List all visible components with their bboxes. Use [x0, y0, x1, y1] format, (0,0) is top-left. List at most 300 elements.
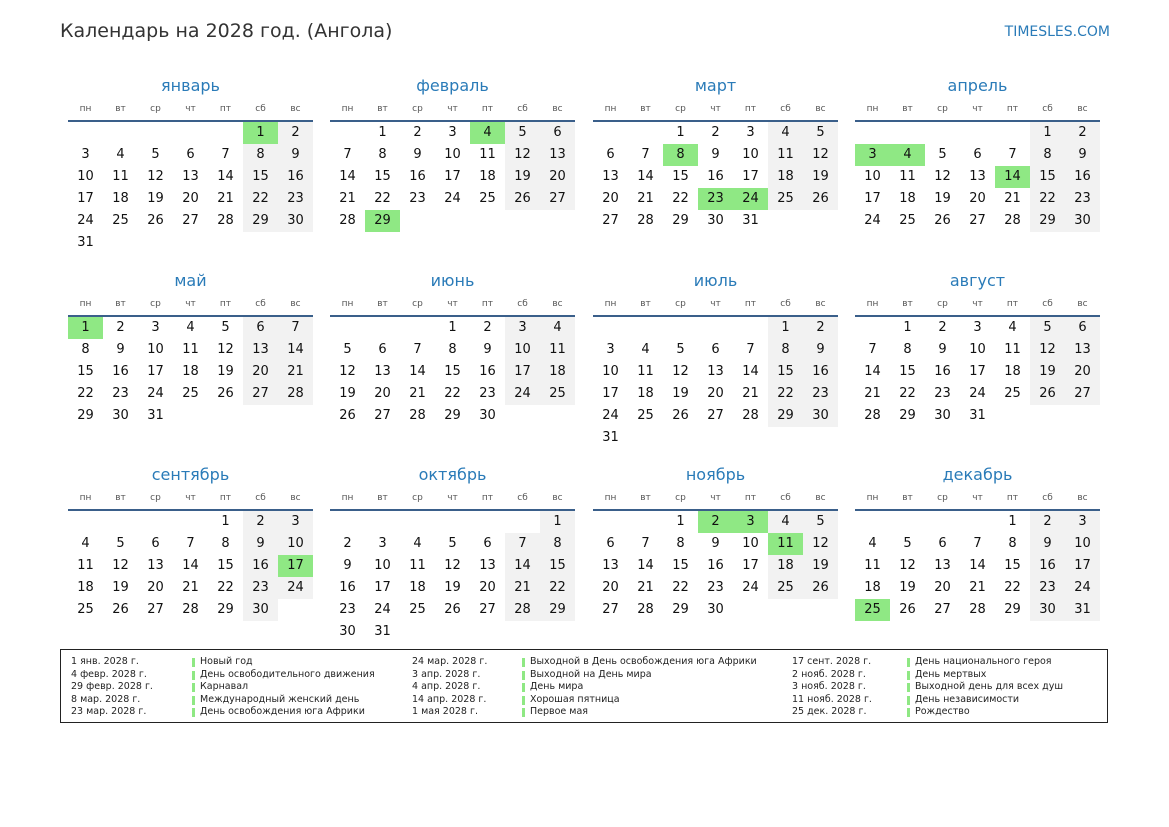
day-cell: 6	[186, 147, 195, 162]
day-cell: 7	[868, 342, 877, 357]
day-cell: 14	[637, 169, 654, 184]
day-cell: 3	[448, 125, 457, 140]
holiday-color-marker	[907, 696, 910, 705]
day-cell: 19	[339, 386, 356, 401]
day-cell: 25	[182, 386, 199, 401]
day-cell: 31	[742, 213, 759, 228]
empty-cell	[855, 122, 890, 144]
empty-cell	[593, 511, 628, 533]
day-cell: 4	[1008, 320, 1017, 335]
month-name: июль	[693, 271, 738, 290]
day-cell: 18	[77, 580, 94, 595]
day-cell: 17	[374, 580, 391, 595]
brand-link[interactable]: TIMESLES.COM	[1004, 24, 1110, 40]
holiday-day-cell: 4	[470, 122, 505, 144]
day-cell: 9	[278, 144, 313, 166]
day-cell: 1	[676, 125, 685, 140]
day-cell: 15	[672, 558, 689, 573]
day-cell: 14	[742, 364, 759, 379]
day-cell: 2	[938, 320, 947, 335]
day-cell: 16	[243, 555, 278, 577]
day-cell: 9	[483, 342, 492, 357]
weekday-label: сб	[780, 493, 791, 503]
day-cell: 2	[243, 511, 278, 533]
weekday-label: пн	[341, 104, 354, 114]
weekday-label: сб	[517, 104, 528, 114]
day-cell: 26	[672, 408, 689, 423]
day-cell: 4	[116, 147, 125, 162]
legend-holiday-name: День освободительного движения	[200, 668, 375, 680]
day-cell: 6	[606, 536, 615, 551]
day-cell: 4	[186, 320, 195, 335]
day-cell: 15	[374, 169, 391, 184]
day-cell: 31	[969, 408, 986, 423]
weekday-label: сб	[780, 299, 791, 309]
day-cell: 15	[1004, 558, 1021, 573]
weekday-label: сб	[255, 493, 266, 503]
day-cell: 10	[505, 339, 540, 361]
weekday-label: вс	[552, 104, 563, 114]
holiday-color-marker	[907, 683, 910, 692]
day-cell: 2	[483, 320, 492, 335]
holiday-day-cell: 11	[768, 533, 803, 555]
day-cell: 18	[409, 580, 426, 595]
day-cell: 1	[676, 514, 685, 529]
day-cell: 19	[147, 191, 164, 206]
day-cell: 13	[182, 169, 199, 184]
legend-date: 17 сент. 2028 г.	[792, 656, 872, 667]
weekday-label: чт	[185, 493, 196, 503]
day-cell: 6	[973, 147, 982, 162]
day-cell: 26	[147, 213, 164, 228]
day-cell: 1	[903, 320, 912, 335]
holiday-color-marker	[907, 671, 910, 680]
day-cell: 24	[602, 408, 619, 423]
weekday-label: пн	[79, 104, 92, 114]
month-name: декабрь	[942, 465, 1013, 484]
day-cell: 23	[278, 188, 313, 210]
weekday-label: вт	[377, 299, 388, 309]
day-cell: 28	[1004, 213, 1021, 228]
day-cell: 19	[217, 364, 234, 379]
day-cell: 22	[77, 386, 94, 401]
holiday-day-cell: 17	[278, 555, 313, 577]
day-cell: 29	[1004, 602, 1021, 617]
weekday-header	[330, 488, 575, 511]
day-cell: 28	[339, 213, 356, 228]
weekday-label: пт	[219, 299, 232, 309]
weekday-label: ср	[150, 104, 161, 114]
day-cell: 4	[868, 536, 877, 551]
day-cell: 13	[969, 169, 986, 184]
day-cell: 16	[707, 169, 724, 184]
weekday-header	[330, 99, 575, 122]
day-cell: 5	[343, 342, 352, 357]
day-cell: 23	[479, 386, 496, 401]
day-cell: 28	[409, 408, 426, 423]
day-cell: 7	[343, 147, 352, 162]
days-grid	[330, 317, 575, 427]
day-cell: 1	[221, 514, 230, 529]
day-cell: 13	[707, 364, 724, 379]
day-cell: 29	[217, 602, 234, 617]
day-cell: 26	[1030, 383, 1065, 405]
day-cell: 26	[803, 577, 838, 599]
empty-cell	[628, 511, 663, 533]
day-cell: 5	[221, 320, 230, 335]
day-cell: 9	[711, 147, 720, 162]
days-grid	[330, 511, 575, 643]
weekday-label: пт	[481, 493, 494, 503]
day-cell: 2	[803, 317, 838, 339]
holiday-day-cell: 24	[733, 188, 768, 210]
day-cell: 20	[934, 580, 951, 595]
day-cell: 16	[803, 361, 838, 383]
month-name: ноябрь	[685, 465, 746, 484]
legend-date: 11 нояб. 2028 г.	[792, 693, 872, 705]
day-cell: 25	[1004, 386, 1021, 401]
day-cell: 4	[768, 511, 803, 533]
weekday-label: ср	[675, 104, 686, 114]
day-cell: 26	[899, 602, 916, 617]
day-cell: 25	[112, 213, 129, 228]
weekday-label: пт	[1006, 299, 1019, 309]
day-cell: 20	[147, 580, 164, 595]
day-cell: 14	[505, 555, 540, 577]
day-cell: 16	[339, 580, 356, 595]
day-cell: 29	[540, 599, 575, 621]
holiday-day-cell: 2	[698, 511, 733, 533]
day-cell: 4	[413, 536, 422, 551]
day-cell: 26	[444, 602, 461, 617]
day-cell: 3	[278, 511, 313, 533]
day-cell: 26	[217, 386, 234, 401]
day-cell: 9	[1030, 533, 1065, 555]
holiday-color-marker	[192, 683, 195, 692]
day-cell: 27	[969, 213, 986, 228]
day-cell: 30	[1065, 210, 1100, 232]
weekday-label: сб	[255, 104, 266, 114]
day-cell: 8	[1008, 536, 1017, 551]
days-grid	[330, 122, 575, 232]
day-cell: 9	[1065, 144, 1100, 166]
day-cell: 15	[217, 558, 234, 573]
day-cell: 6	[711, 342, 720, 357]
weekday-label: пт	[744, 104, 757, 114]
day-cell: 5	[116, 536, 125, 551]
legend-holiday-name: Карнавал	[200, 681, 249, 693]
day-cell: 7	[746, 342, 755, 357]
empty-cell	[365, 511, 400, 533]
day-cell: 11	[77, 558, 94, 573]
weekday-label: сб	[517, 493, 528, 503]
empty-cell	[925, 122, 960, 144]
weekday-header	[593, 294, 838, 317]
day-cell: 13	[243, 339, 278, 361]
day-cell: 6	[483, 536, 492, 551]
empty-cell	[593, 317, 628, 339]
holiday-color-marker	[907, 658, 910, 667]
weekday-header	[330, 294, 575, 317]
day-cell: 3	[746, 125, 755, 140]
day-cell: 21	[278, 361, 313, 383]
weekday-label: пт	[481, 299, 494, 309]
day-cell: 17	[969, 364, 986, 379]
day-cell: 16	[409, 169, 426, 184]
legend-date: 23 мар. 2028 г.	[71, 706, 147, 718]
day-cell: 17	[505, 361, 540, 383]
weekday-label: пн	[79, 493, 92, 503]
day-cell: 25	[479, 191, 496, 206]
day-cell: 6	[938, 536, 947, 551]
month-block	[593, 461, 838, 621]
day-cell: 8	[378, 147, 387, 162]
day-cell: 30	[112, 408, 129, 423]
day-cell: 2	[1030, 511, 1065, 533]
holiday-color-marker	[522, 658, 525, 667]
days-grid	[855, 511, 1100, 621]
month-name: май	[174, 271, 207, 290]
day-cell: 5	[803, 511, 838, 533]
day-cell: 22	[444, 386, 461, 401]
day-cell: 1	[768, 317, 803, 339]
day-cell: 12	[112, 558, 129, 573]
day-cell: 21	[217, 191, 234, 206]
day-cell: 23	[1065, 188, 1100, 210]
day-cell: 18	[112, 191, 129, 206]
holiday-day-cell: 14	[995, 166, 1030, 188]
month-name: август	[949, 271, 1006, 290]
day-cell: 21	[637, 191, 654, 206]
day-cell: 17	[1065, 555, 1100, 577]
day-cell: 1	[378, 125, 387, 140]
day-cell: 29	[444, 408, 461, 423]
month-name: январь	[161, 76, 220, 95]
day-cell: 11	[637, 364, 654, 379]
day-cell: 22	[672, 191, 689, 206]
month-name: сентябрь	[151, 465, 230, 484]
weekday-label: пн	[866, 493, 879, 503]
day-cell: 12	[1030, 339, 1065, 361]
day-cell: 14	[217, 169, 234, 184]
day-cell: 9	[938, 342, 947, 357]
day-cell: 28	[505, 599, 540, 621]
day-cell: 12	[339, 364, 356, 379]
weekday-label: пн	[604, 104, 617, 114]
weekday-label: сб	[1042, 299, 1053, 309]
day-cell: 30	[803, 405, 838, 427]
day-cell: 17	[742, 169, 759, 184]
day-cell: 15	[540, 555, 575, 577]
day-cell: 11	[768, 144, 803, 166]
holiday-color-marker	[522, 708, 525, 717]
day-cell: 19	[505, 166, 540, 188]
legend-holiday-name: Выходной на День мира	[530, 668, 652, 680]
weekday-label: пн	[341, 493, 354, 503]
day-cell: 18	[768, 166, 803, 188]
day-cell: 6	[540, 122, 575, 144]
weekday-label: чт	[972, 299, 983, 309]
day-cell: 18	[864, 580, 881, 595]
day-cell: 27	[374, 408, 391, 423]
day-cell: 21	[339, 191, 356, 206]
weekday-label: вс	[290, 299, 301, 309]
day-cell: 28	[182, 602, 199, 617]
day-cell: 23	[112, 386, 129, 401]
weekday-label: вс	[552, 493, 563, 503]
day-cell: 31	[147, 408, 164, 423]
day-cell: 21	[409, 386, 426, 401]
day-cell: 18	[182, 364, 199, 379]
day-cell: 7	[973, 536, 982, 551]
legend-date: 24 мар. 2028 г.	[412, 656, 488, 667]
day-cell: 14	[182, 558, 199, 573]
weekday-label: вс	[290, 493, 301, 503]
weekday-label: вт	[640, 493, 651, 503]
day-cell: 18	[1004, 364, 1021, 379]
weekday-label: вс	[1077, 493, 1088, 503]
day-cell: 6	[1065, 317, 1100, 339]
day-cell: 20	[602, 191, 619, 206]
day-cell: 9	[343, 558, 352, 573]
day-cell: 21	[742, 386, 759, 401]
day-cell: 14	[409, 364, 426, 379]
days-grid	[855, 317, 1100, 427]
day-cell: 27	[479, 602, 496, 617]
day-cell: 30	[479, 408, 496, 423]
empty-cell	[330, 317, 365, 339]
day-cell: 13	[479, 558, 496, 573]
empty-cell	[400, 317, 435, 339]
day-cell: 2	[343, 536, 352, 551]
day-cell: 19	[899, 580, 916, 595]
day-cell: 31	[77, 235, 94, 250]
day-cell: 7	[221, 147, 230, 162]
day-cell: 30	[1030, 599, 1065, 621]
legend-date: 8 мар. 2028 г.	[71, 693, 141, 705]
month-block	[68, 461, 313, 621]
day-cell: 9	[116, 342, 125, 357]
day-cell: 8	[81, 342, 90, 357]
weekday-label: вт	[902, 104, 913, 114]
weekday-header	[855, 488, 1100, 511]
day-cell: 14	[339, 169, 356, 184]
day-cell: 24	[147, 386, 164, 401]
day-cell: 27	[147, 602, 164, 617]
day-cell: 22	[374, 191, 391, 206]
legend-date: 29 февр. 2028 г.	[71, 681, 153, 693]
day-cell: 31	[602, 430, 619, 445]
weekday-label: сб	[517, 299, 528, 309]
empty-cell	[855, 511, 890, 533]
day-cell: 11	[864, 558, 881, 573]
day-cell: 25	[768, 188, 803, 210]
day-cell: 28	[864, 408, 881, 423]
weekday-label: ср	[937, 493, 948, 503]
day-cell: 16	[479, 364, 496, 379]
day-cell: 30	[934, 408, 951, 423]
weekday-label: ср	[675, 299, 686, 309]
day-cell: 13	[540, 144, 575, 166]
day-cell: 23	[409, 191, 426, 206]
empty-cell	[400, 511, 435, 533]
weekday-label: пт	[1006, 493, 1019, 503]
day-cell: 3	[973, 320, 982, 335]
weekday-label: вс	[1077, 299, 1088, 309]
day-cell: 9	[711, 536, 720, 551]
day-cell: 13	[602, 558, 619, 573]
day-cell: 15	[243, 166, 278, 188]
weekday-label: пн	[79, 299, 92, 309]
day-cell: 27	[243, 383, 278, 405]
days-grid	[68, 122, 313, 254]
day-cell: 8	[448, 342, 457, 357]
day-cell: 16	[112, 364, 129, 379]
days-grid	[593, 317, 838, 449]
empty-cell	[435, 511, 470, 533]
day-cell: 22	[243, 188, 278, 210]
day-cell: 26	[934, 213, 951, 228]
legend-holiday-name: Первое мая	[530, 706, 588, 718]
holiday-day-cell: 1	[68, 317, 103, 339]
month-block	[593, 267, 838, 449]
month-block	[330, 461, 575, 643]
day-cell: 10	[374, 558, 391, 573]
day-cell: 11	[479, 147, 496, 162]
empty-cell	[68, 511, 103, 533]
day-cell: 5	[151, 147, 160, 162]
legend-holiday-name: Хорошая пятница	[530, 693, 620, 705]
weekday-label: пт	[219, 493, 232, 503]
day-cell: 10	[742, 536, 759, 551]
day-cell: 8	[540, 533, 575, 555]
legend-holiday-name: Международный женский день	[200, 693, 360, 705]
month-block	[855, 461, 1100, 621]
day-cell: 20	[707, 386, 724, 401]
day-cell: 28	[969, 602, 986, 617]
day-cell: 7	[186, 536, 195, 551]
day-cell: 5	[1030, 317, 1065, 339]
day-cell: 4	[81, 536, 90, 551]
empty-cell	[960, 511, 995, 533]
day-cell: 19	[1030, 361, 1065, 383]
day-cell: 3	[81, 147, 90, 162]
month-name: июнь	[430, 271, 475, 290]
day-cell: 7	[413, 342, 422, 357]
day-cell: 7	[278, 317, 313, 339]
holiday-day-cell: 8	[663, 144, 698, 166]
day-cell: 14	[637, 558, 654, 573]
month-block	[855, 72, 1100, 232]
day-cell: 15	[444, 364, 461, 379]
weekday-label: вт	[377, 104, 388, 114]
day-cell: 29	[672, 602, 689, 617]
weekday-label: сб	[780, 104, 791, 114]
weekday-header	[68, 294, 313, 317]
day-cell: 27	[1065, 383, 1100, 405]
weekday-label: чт	[972, 104, 983, 114]
day-cell: 20	[1065, 361, 1100, 383]
weekday-label: пн	[604, 493, 617, 503]
empty-cell	[470, 511, 505, 533]
day-cell: 17	[742, 558, 759, 573]
legend-date: 3 апр. 2028 г.	[412, 668, 481, 680]
day-cell: 12	[505, 144, 540, 166]
day-cell: 5	[938, 147, 947, 162]
day-cell: 13	[147, 558, 164, 573]
day-cell: 18	[768, 555, 803, 577]
day-cell: 5	[803, 122, 838, 144]
